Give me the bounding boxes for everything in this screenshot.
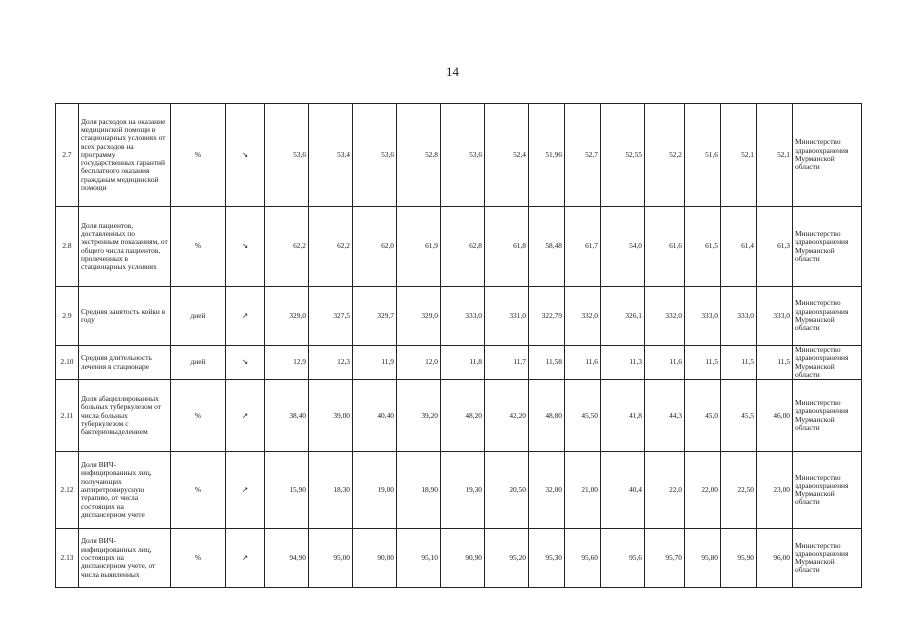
value-cell: 52,7 [565,104,601,207]
value-cell: 58,48 [529,207,565,287]
value-cell: 51,6 [685,104,721,207]
table-row [56,529,862,588]
value-cell: 18,30 [309,452,353,529]
indicator-name: Доля расходов на оказание медицинской помощи в стационарных условиях от всех расходов на программу государственных гарантий бесплатного оказания гражданам медицинской помощи [79,104,171,207]
table-row [56,207,862,287]
value-cell: 53,6 [265,104,309,207]
value-cell: 61,9 [397,207,441,287]
table-row [56,346,862,380]
trend-up-icon: ↗ [226,287,265,346]
value-cell: 11,3 [601,346,645,380]
value-cell: 95,90 [721,529,757,588]
value-cell: 23,00 [757,452,793,529]
value-cell: 15,90 [265,452,309,529]
value-cell: 11,6 [645,346,685,380]
value-cell: 11,5 [757,346,793,380]
unit-cell: % [171,452,226,529]
value-cell: 42,20 [485,380,529,452]
value-cell: 52,4 [485,104,529,207]
value-cell: 32,00 [529,452,565,529]
value-cell: 22,0 [645,452,685,529]
trend-down-icon: ↘ [226,104,265,207]
value-cell: 62,8 [441,207,485,287]
value-cell: 12,9 [265,346,309,380]
page-number: 14 [446,64,459,79]
value-cell: 327,5 [309,287,353,346]
unit-cell: % [171,104,226,207]
value-cell: 19,30 [441,452,485,529]
value-cell: 329,0 [265,287,309,346]
value-cell: 20,50 [485,452,529,529]
value-cell: 45,50 [565,380,601,452]
responsible-org: Министерство здравоохранения Мурманской области [793,287,862,346]
table-row [56,287,862,346]
value-cell: 95,6 [601,529,645,588]
value-cell: 51,96 [529,104,565,207]
value-cell: 95,70 [645,529,685,588]
table-row [56,380,862,452]
value-cell: 40,4 [601,452,645,529]
value-cell: 11,7 [485,346,529,380]
value-cell: 11,58 [529,346,565,380]
indicators-table [55,103,862,588]
value-cell: 21,00 [565,452,601,529]
value-cell: 48,80 [529,380,565,452]
value-cell: 332,0 [565,287,601,346]
value-cell: 94,90 [265,529,309,588]
value-cell: 333,0 [441,287,485,346]
value-cell: 332,0 [645,287,685,346]
value-cell: 322,79 [529,287,565,346]
responsible-org: Министерство здравоохранения Мурманской области [793,529,862,588]
responsible-org: Министерство здравоохранения Мурманской области [793,207,862,287]
value-cell: 39,00 [309,380,353,452]
trend-up-icon: ↗ [226,529,265,588]
value-cell: 12,3 [309,346,353,380]
value-cell: 48,20 [441,380,485,452]
value-cell: 95,00 [309,529,353,588]
value-cell: 41,8 [601,380,645,452]
value-cell: 61,4 [721,207,757,287]
indicator-name: Средняя длительность лечения в стационаре [79,346,171,380]
value-cell: 22,50 [721,452,757,529]
responsible-org: Министерство здравоохранения Мурманской области [793,104,862,207]
unit-cell: дней [171,346,226,380]
value-cell: 45,5 [721,380,757,452]
unit-cell: % [171,529,226,588]
row-number: 2.7 [56,104,79,207]
value-cell: 62,2 [265,207,309,287]
value-cell: 90,00 [353,529,397,588]
trend-down-icon: ↘ [226,207,265,287]
row-number: 2.13 [56,529,79,588]
value-cell: 38,40 [265,380,309,452]
value-cell: 11,9 [353,346,397,380]
table-row [56,104,862,207]
value-cell: 61,3 [757,207,793,287]
indicator-name: Доля абациллированных больных туберкулезом от числа больных туберкулезом с бактериовыделением [79,380,171,452]
value-cell: 52,55 [601,104,645,207]
trend-down-icon: ↘ [226,346,265,380]
unit-cell: % [171,380,226,452]
value-cell: 39,20 [397,380,441,452]
value-cell: 95,30 [529,529,565,588]
responsible-org: Министерство здравоохранения Мурманской области [793,452,862,529]
value-cell: 52,1 [757,104,793,207]
value-cell: 62,2 [309,207,353,287]
value-cell: 11,8 [441,346,485,380]
row-number: 2.12 [56,452,79,529]
row-number: 2.11 [56,380,79,452]
indicator-name: Доля пациентов, доставленных по экстренным показаниям, от общего числа пациентов, пролеченных в стационарных условиях [79,207,171,287]
value-cell: 19,00 [353,452,397,529]
indicator-name: Доля ВИЧ-инфицированных лиц, состоящих на диспансерном учете, от числа выявленных [79,529,171,588]
value-cell: 44,3 [645,380,685,452]
row-number: 2.8 [56,207,79,287]
value-cell: 95,60 [565,529,601,588]
value-cell: 95,10 [397,529,441,588]
value-cell: 61,7 [565,207,601,287]
value-cell: 11,5 [685,346,721,380]
trend-up-icon: ↗ [226,452,265,529]
table-body [56,104,862,588]
unit-cell: дней [171,287,226,346]
value-cell: 95,80 [685,529,721,588]
value-cell: 45,0 [685,380,721,452]
value-cell: 61,8 [485,207,529,287]
value-cell: 61,6 [645,207,685,287]
value-cell: 62,0 [353,207,397,287]
value-cell: 18,90 [397,452,441,529]
value-cell: 90,90 [441,529,485,588]
value-cell: 11,5 [721,346,757,380]
value-cell: 52,2 [645,104,685,207]
row-number: 2.10 [56,346,79,380]
value-cell: 54,0 [601,207,645,287]
row-number: 2.9 [56,287,79,346]
value-cell: 333,0 [721,287,757,346]
trend-up-icon: ↗ [226,380,265,452]
value-cell: 331,0 [485,287,529,346]
responsible-org: Министерство здравоохранения Мурманской области [793,346,862,380]
value-cell: 333,0 [757,287,793,346]
value-cell: 333,0 [685,287,721,346]
indicator-name: Доля ВИЧ-инфицированных лиц, получающих антиретровирусную терапию, от числа состоящих на диспансерном учете [79,452,171,529]
value-cell: 329,0 [397,287,441,346]
value-cell: 326,1 [601,287,645,346]
value-cell: 95,20 [485,529,529,588]
table-row [56,452,862,529]
value-cell: 52,1 [721,104,757,207]
value-cell: 46,00 [757,380,793,452]
value-cell: 40,40 [353,380,397,452]
value-cell: 53,4 [309,104,353,207]
unit-cell: % [171,207,226,287]
value-cell: 329,7 [353,287,397,346]
value-cell: 61,5 [685,207,721,287]
value-cell: 53,6 [441,104,485,207]
value-cell: 52,8 [397,104,441,207]
responsible-org: Министерство здравоохранения Мурманской области [793,380,862,452]
value-cell: 53,6 [353,104,397,207]
value-cell: 11,6 [565,346,601,380]
value-cell: 12,0 [397,346,441,380]
indicator-name: Средняя занятость койки в году [79,287,171,346]
value-cell: 96,00 [757,529,793,588]
value-cell: 22,00 [685,452,721,529]
